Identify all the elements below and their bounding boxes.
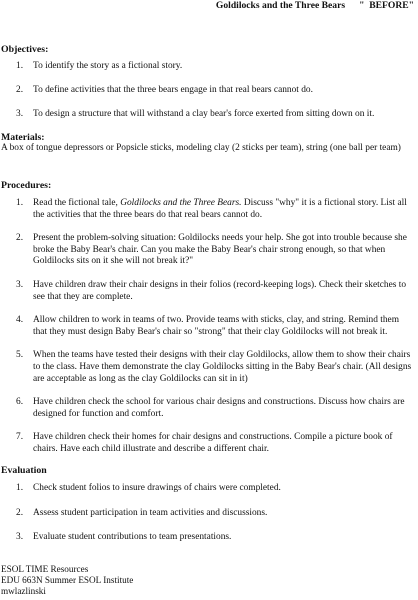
item-text: Check student folios to insure drawings of chairs were completed.	[33, 483, 281, 493]
list-item	[0, 280, 418, 303]
page-footer	[1, 564, 133, 597]
list-item	[0, 508, 418, 520]
footer-line-author: mwlazlinski	[1, 586, 46, 596]
evaluation-list	[0, 483, 418, 544]
header-quote-mark: "	[359, 0, 365, 11]
item-text: Have children check their homes for chair designs and constructions. Compile a picture book of chairs. Have each child illustrate and describe a different chair.	[33, 432, 393, 454]
item-number: 2.	[16, 233, 24, 244]
item-text-prefix: Read the fictional tale,	[33, 198, 121, 208]
item-text: To identify the story as a fictional story.	[33, 61, 183, 71]
list-item	[0, 483, 418, 495]
evaluation-heading: Evaluation	[1, 465, 47, 476]
item-number: 1.	[16, 61, 24, 71]
item-text: To design a structure that will withstand a clay bear's force exerted from sitting down on it.	[33, 109, 375, 120]
objectives-heading: Objectives:	[1, 44, 49, 55]
item-number: 2.	[16, 507, 24, 518]
objectives-list	[0, 61, 418, 121]
list-item	[0, 532, 418, 544]
list-item	[0, 109, 418, 121]
item-text-suffix: Discuss "why" it is a fictional story. List all the activities that the three bears do that real bears cannot do.	[33, 198, 407, 220]
item-text: Allow children to work in teams of two. Provide teams with sticks, clay, and string. Remind them that they must design Baby Bear's chair so "strong" that their clay Goldilocks will not break it.	[33, 315, 399, 337]
list-item	[0, 432, 418, 455]
list-item	[0, 233, 418, 268]
procedures-heading: Procedures:	[1, 180, 52, 191]
list-item	[0, 350, 418, 385]
materials-heading: Materials:	[1, 132, 45, 143]
list-item	[0, 397, 418, 420]
item-text: Present the problem-solving situation: Goldilocks needs your help. She got into trouble because she broke the Baby Bear's chair. Can you make the Baby Bear's chair strong enough, so that when Goldilocks sits on it she will not break it?"	[33, 233, 407, 267]
item-text: Have children check the school for various chair designs and constructions. Discuss how chairs are designed for function and comfort.	[33, 397, 405, 419]
footer-line-institute: EDU 663N Summer ESOL Institute	[1, 575, 134, 585]
item-number: 1.	[16, 483, 24, 493]
list-item	[0, 85, 418, 97]
story-title: Goldilocks and the Three Bears.	[120, 198, 242, 208]
item-text: To define activities that the three bears engage in that real bears cannot do.	[33, 84, 313, 95]
footer-line-resources: ESOL TIME Resources	[1, 564, 89, 574]
item-number: 3.	[16, 279, 24, 290]
list-item	[0, 61, 418, 73]
item-number: 6.	[16, 397, 24, 408]
item-text: Evaluate student contributions to team presentations.	[33, 532, 232, 543]
item-text: When the teams have tested their designs with their clay Goldilocks, allow them to show their chairs to the class. Have them demonstrate the clay Goldilocks sitting in the Baby Bear's chair. (All designs are acceptable as long as the clay Goldilocks can sit in it)	[33, 350, 412, 384]
item-number: 1.	[16, 198, 24, 208]
header-title: Goldilocks and the Three Bears	[215, 0, 346, 11]
item-text: Assess student participation in team activities and discussions.	[33, 507, 268, 518]
item-number: 5.	[16, 350, 24, 361]
page-header	[216, 0, 414, 11]
item-number: 7.	[16, 432, 24, 443]
item-number: 2.	[16, 84, 24, 95]
item-text: Have children draw their chair designs in their folios (record-keeping logs). Check their sketches to see that they are complete.	[33, 279, 407, 302]
list-item	[0, 315, 418, 338]
header-before: BEFORE"	[369, 0, 414, 11]
list-item	[0, 198, 418, 221]
item-number: 3.	[16, 532, 24, 543]
materials-text: A box of tongue depressors or Popsicle sticks, modeling clay (2 sticks per team), string (one ball per team)	[1, 143, 401, 153]
procedures-list	[0, 198, 418, 456]
item-number: 4.	[16, 315, 24, 326]
item-number: 3.	[16, 109, 24, 120]
